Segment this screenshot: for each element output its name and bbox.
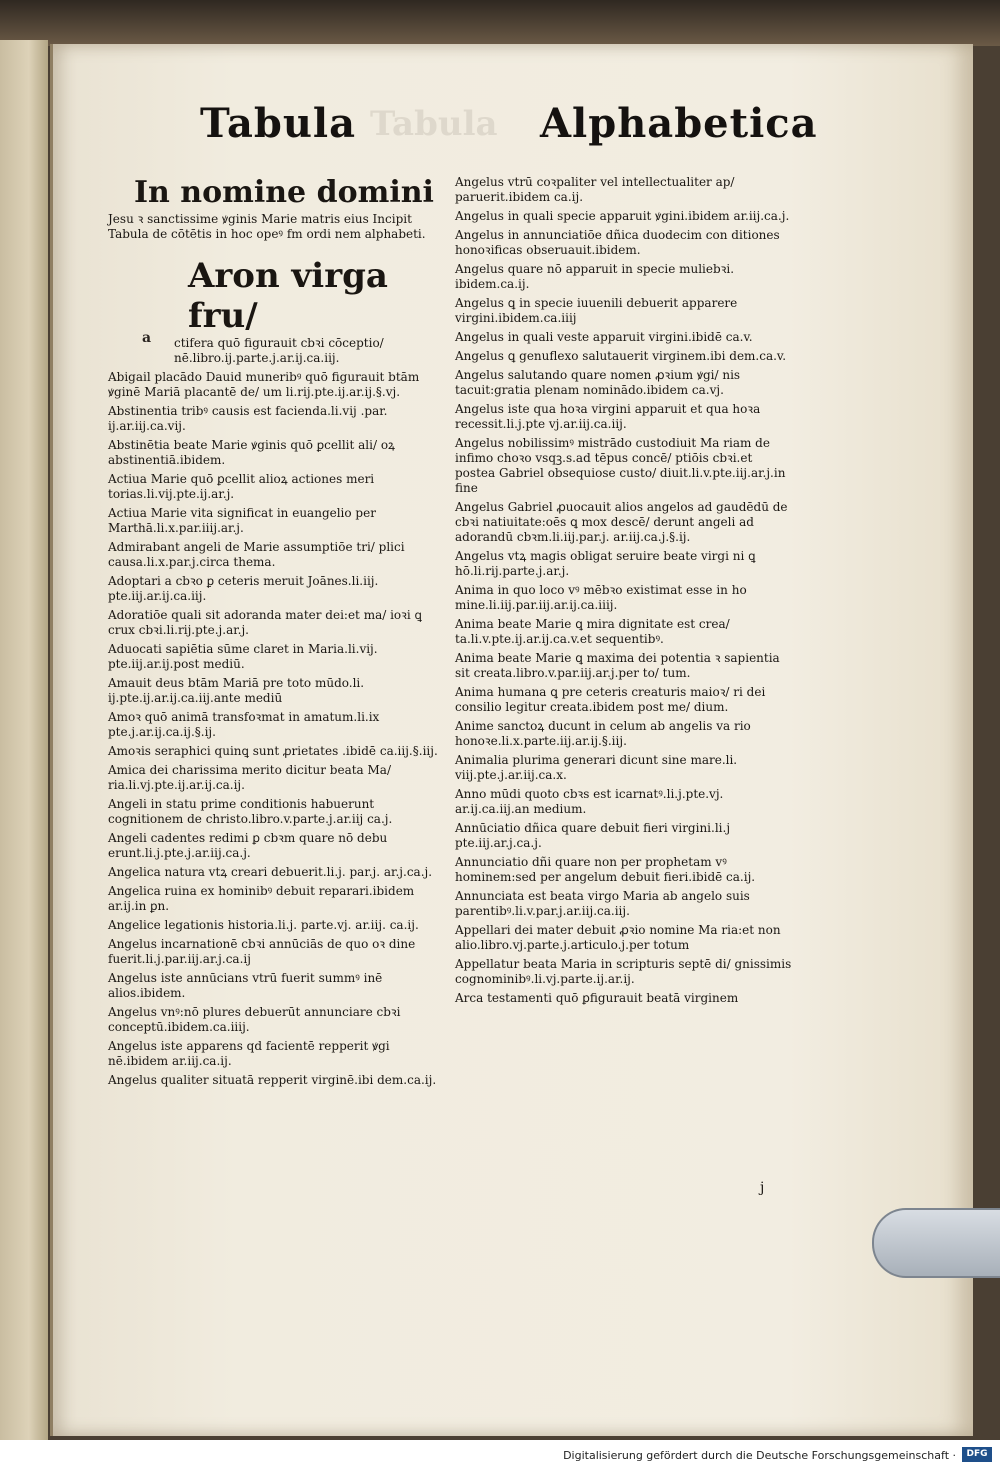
index-entry: Annunciatio dñi quare non per prophetam vꝰ hominem:sed per angelum debuit fieri.ibidē ca.ij.	[455, 855, 756, 884]
catchword: j	[760, 1180, 765, 1196]
dfg-logo: DFG	[962, 1447, 992, 1462]
index-entry: Angelus vtꝝ magis obligat seruire beate virgi ni ꝗ hō.li.rij.parte.j.ar.j.	[455, 549, 756, 578]
index-entry: Angelus Gabriel ꝓuocauit alios angelos ad gaudēdū de cbꝛi natiuitate:oēs ꝗ mox descē/ derunt angeli ad adorandū cbꝛm.li.iij.par.j. ar.iij.ca.j.§.ij.	[455, 500, 788, 544]
index-entry: Angelus vnꝰ:nō plures debuerūt annunciare cbꝛi conceptū.ibidem.ca.iiij.	[108, 1005, 401, 1034]
index-entry: Appellari dei mater debuit ꝓꝛio nomine Ma ria:et non alio.libro.vj.parte.j.articulo.j.per totum	[455, 923, 781, 952]
left-column	[108, 176, 448, 1092]
left-entry-list	[108, 370, 448, 1088]
index-entry: Amoꝛ quō animā transfoꝛmat in amatum.li.ix pte.j.ar.ij.ca.ij.§.ij.	[108, 710, 380, 739]
index-entry: Adoptari a cbꝛo ꝑ ceteris meruit Joānes.li.iij. pte.iij.ar.ij.ca.iij.	[108, 574, 379, 603]
index-entry: Angelus in annunciatiōe dñica duodecim con ditiones honoꝛificas obseruauit.ibidem.	[455, 228, 780, 257]
right-column	[455, 175, 795, 1010]
index-entry: Amauit deus btām Mariā pre toto mūdo.li. ij.pte.ij.ar.ij.ca.iij.ante mediū	[108, 676, 365, 705]
index-entry: Angelica natura vtꝝ creari debuerit.li.j. par.j. ar.j.ca.j.	[108, 865, 433, 879]
index-entry: Abstinentia tribꝰ causis est facienda.li.vij .par. ij.ar.iij.ca.vij.	[108, 404, 388, 433]
index-entry: Angelus ꝗ genuflexo salutauerit virginem.ibi dem.ca.v.	[455, 349, 787, 363]
incipit-title: In nomine domini	[134, 175, 434, 210]
index-entry: Annūciatio dñica quare debuit fieri virgini.li.j pte.iij.ar.j.ca.j.	[455, 821, 731, 850]
index-entry: Anima humana ꝗ pre ceteris creaturis maioꝛ/ ri dei consilio legitur creata.ibidem post me/ dium.	[455, 685, 766, 714]
index-entry: Abstinētia beate Marie ꝟginis quō ꝑcellit ali/ oꝝ abstinentiā.ibidem.	[108, 438, 395, 467]
index-entry: Abigail placādo Dauid muneribꝰ quō figurauit btām ꝟginē Mariā placantē de/ um li.rij.pte.ij.ar.ij.§.vj.	[108, 370, 420, 399]
index-entry: Animalia plurima generari dicunt sine mare.li. viij.pte.j.ar.iij.ca.x.	[455, 753, 738, 782]
index-entry: Angelica ruina ex hominibꝰ debuit reparari.ibidem ar.ij.in ꝑn.	[108, 884, 415, 913]
index-entry: Angelus quare nō apparuit in specie muliebꝛi. ibidem.ca.ij.	[455, 262, 735, 291]
index-entry: Angelus iste apparens qd facientē repperit ꝟgi nē.ibidem ar.iij.ca.ij.	[108, 1039, 390, 1068]
index-entry: Angelus in quali veste apparuit virgini.ibidē ca.v.	[455, 330, 753, 344]
section-letter: a	[142, 330, 152, 346]
index-entry: Anime sanctoꝝ ducunt in celum ab angelis va rio honoꝛe.li.x.parte.iij.ar.ij.§.iij.	[455, 719, 751, 748]
index-entry: Angelice legationis historia.li.j. parte.vj. ar.iij. ca.ij.	[108, 918, 419, 932]
book-edge-top	[0, 0, 1000, 46]
index-entry: Angelus iste qua hoꝛa virgini apparuit et qua hoꝛa recessit.li.j.pte vj.ar.iij.ca.iij.	[455, 402, 761, 431]
index-entry: Actiua Marie quō ꝑcellit alioꝝ actiones meri torias.li.vij.pte.ij.ar.j.	[108, 472, 375, 501]
show-through-text: Tabula	[370, 104, 498, 144]
incipit-text: Jesu ꝛ sanctissime ꝟginis Marie matris eius Incipit Tabula de cōtētis in hoc opeꝰ fm ordi nem alphabeti.	[108, 212, 426, 241]
index-entry: Angeli in statu prime conditionis habuerunt cognitionem de christo.libro.v.parte.j.ar.iij ca.j.	[108, 797, 393, 826]
section-initial: Aron virga fru/	[188, 256, 388, 336]
index-entry: Appellatur beata Maria in scripturis septē di/ gnissimis cognominibꝰ.li.vj.parte.ij.ar.ij.	[455, 957, 792, 986]
running-head-right: Alphabetica	[540, 100, 818, 147]
index-entry: Angelus salutando quare nomen ꝓꝛium ꝟgi/ nis tacuit:gratia plenam nominādo.ibidem ca.vj.	[455, 368, 741, 397]
index-entry: Angelus iste annūcians vtrū fuerit summꝰ inē alios.ibidem.	[108, 971, 383, 1000]
funding-credit: Digitalisierung gefördert durch die Deutsche Forschungsgemeinschaft ·	[563, 1449, 956, 1462]
index-entry: Anima beate Marie ꝗ mira dignitate est crea/ ta.li.v.pte.ij.ar.ij.ca.v.et sequentibꝰ.	[455, 617, 730, 646]
index-entry: Adoratiōe quali sit adoranda mater dei:et ma/ ioꝛi ꝗ crux cbꝛi.li.rij.pte.j.ar.j.	[108, 608, 422, 637]
footer	[0, 1440, 1000, 1469]
index-entry: Angelus nobilissimꝰ mistrādo custodiuit Ma riam de infimo choꝛo vsqꝫ.s.ad tēpus concē/ ptiōis cbꝛi.et postea Gabriel obsequiose custo/ diuit.li.v.pte.iij.ar.j.in fine	[455, 436, 786, 495]
index-entry: Anno mūdi quoto cbꝛs est icarnatꝰ.li.j.pte.vj. ar.ij.ca.iij.an medium.	[455, 787, 724, 816]
page-clip	[872, 1208, 1000, 1278]
index-entry: Anima in quo loco vꝰ mēbꝛo existimat esse in ho mine.li.iij.par.iij.ar.ij.ca.iiij.	[455, 583, 747, 612]
first-entry: ctifera quō figurauit cbꝛi cōceptio/ nē.libro.ij.parte.j.ar.ij.ca.iij.	[174, 336, 384, 365]
index-entry: Angelus incarnationē cbꝛi annūciās de quo oꝛ dine fuerit.li.j.par.iij.ar.j.ca.ij	[108, 937, 416, 966]
index-entry: Angeli cadentes redimi ꝑ cbꝛm quare nō debu erunt.li.j.pte.j.ar.iij.ca.j.	[108, 831, 388, 860]
index-entry: Angelus ꝗ in specie iuuenili debuerit apparere virgini.ibidem.ca.iiij	[455, 296, 738, 325]
index-entry: Angelus qualiter situatā repperit virginē.ibi dem.ca.ij.	[108, 1073, 437, 1087]
index-entry: Amoꝛis seraphici quinꝗ sunt ꝓrietates .ibidē ca.iij.§.iij.	[108, 744, 438, 758]
index-entry: Admirabant angeli de Marie assumptiōe tri/ plici causa.li.x.par.j.circa thema.	[108, 540, 405, 569]
index-entry: Amica dei charissima merito dicitur beata Ma/ ria.li.vj.pte.ij.ar.ij.ca.ij.	[108, 763, 391, 792]
index-entry: Annunciata est beata virgo Maria ab angelo suis parentibꝰ.li.v.par.j.ar.iij.ca.iij.	[455, 889, 750, 918]
right-entry-list	[455, 175, 795, 1006]
index-entry: Aduocati sapiētia sūme claret in Maria.li.vij. pte.iij.ar.ij.post mediū.	[108, 642, 378, 671]
index-entry: Angelus vtrū coꝛpaliter vel intellectualiter ap/ paruerit.ibidem ca.ij.	[455, 175, 735, 204]
index-entry: Angelus in quali specie apparuit ꝟgini.ibidem ar.iij.ca.j.	[455, 209, 790, 223]
index-entry: Actiua Marie vita significat in euangelio per Marthā.li.x.par.iiij.ar.j.	[108, 506, 376, 535]
index-entry: Arca testamenti quō ꝑfigurauit beatā virginem	[455, 991, 739, 1005]
running-head-left: Tabula	[200, 100, 357, 147]
index-entry: Anima beate Marie ꝗ maxima dei potentia ꝛ sapientia sit creata.libro.v.par.iij.ar.j.per to/ tum.	[455, 651, 780, 680]
facing-page-edge	[0, 40, 48, 1440]
